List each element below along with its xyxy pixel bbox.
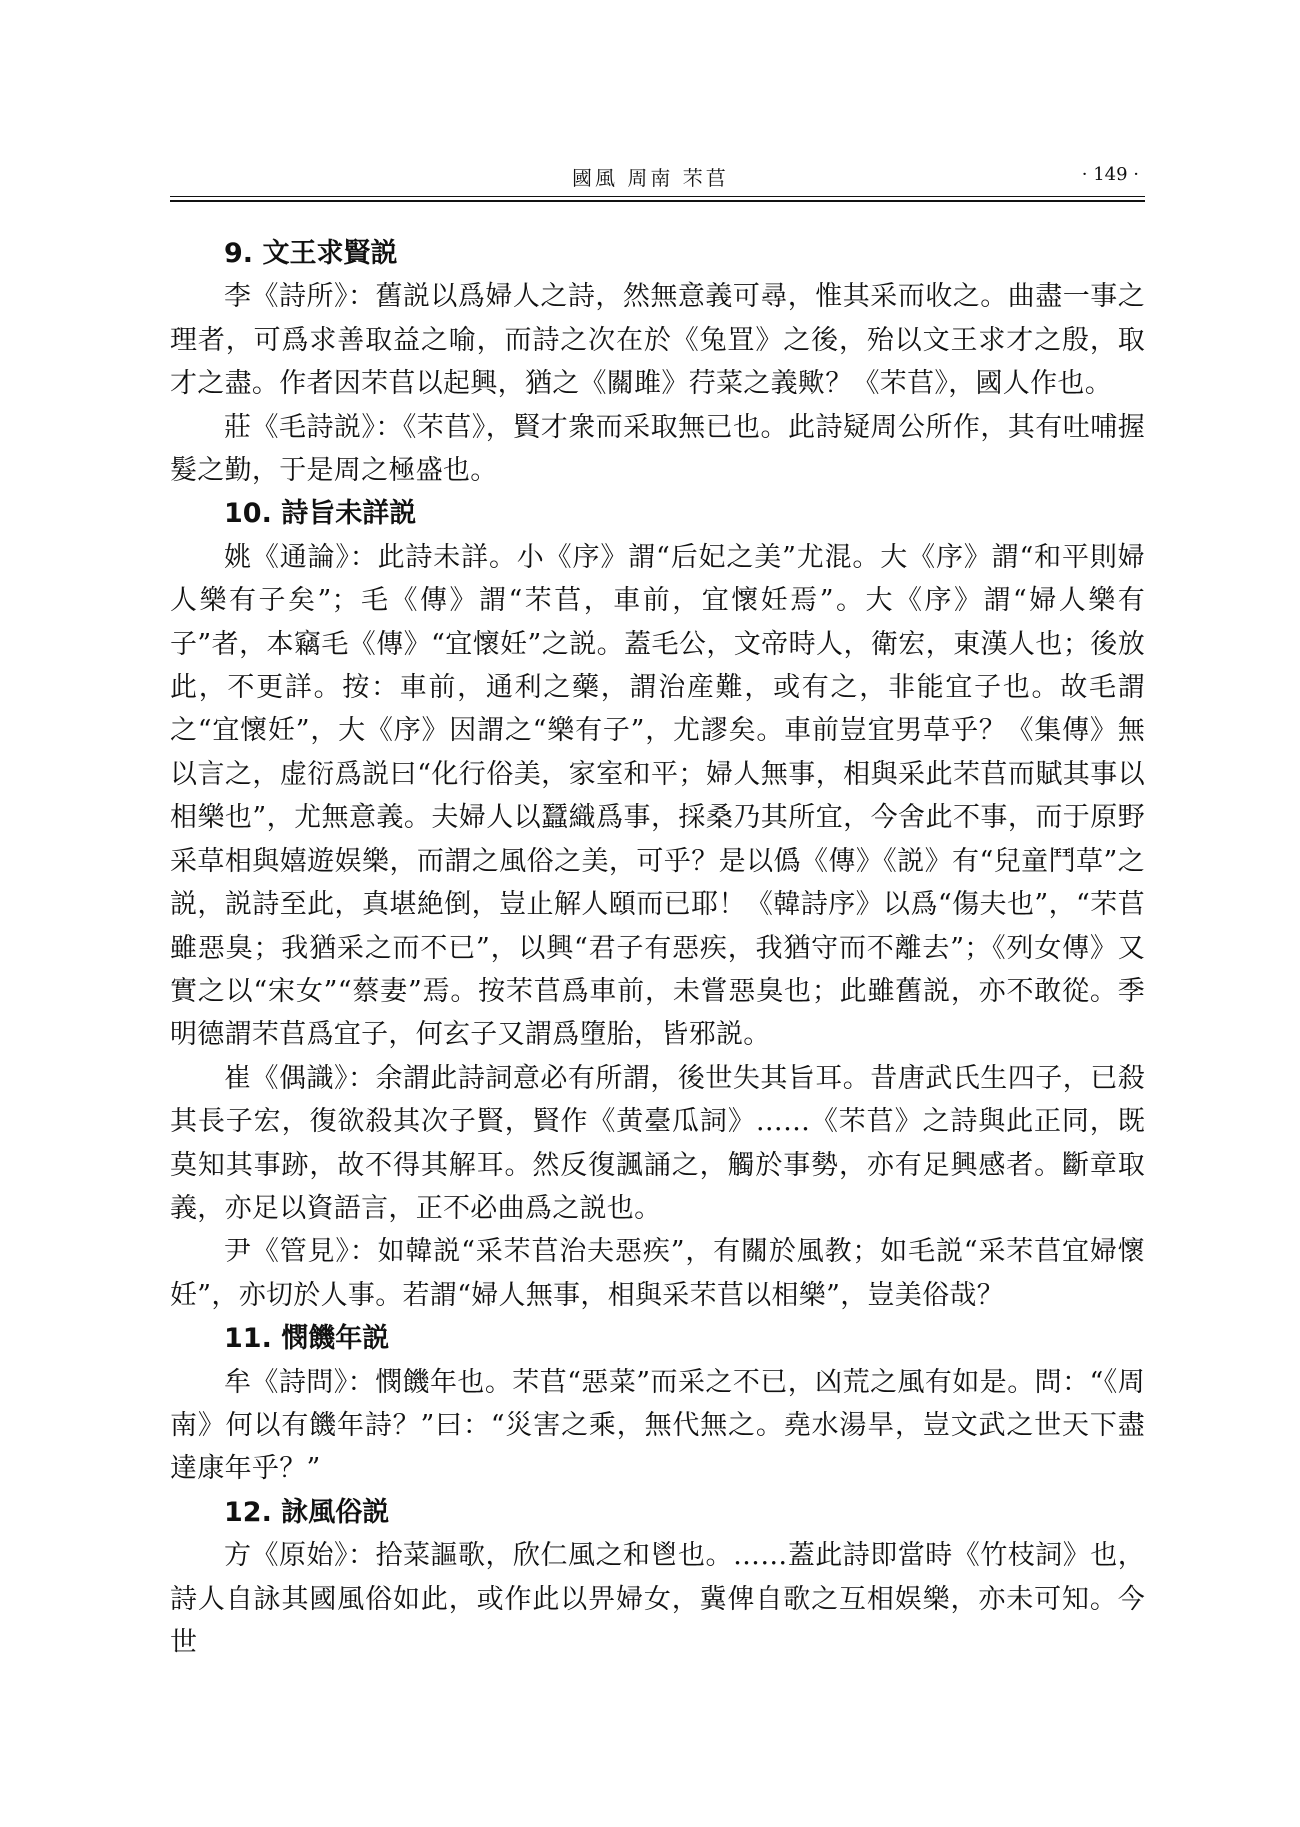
header-rule-thick (170, 200, 1145, 202)
paragraph-yao-tonglun: 姚《通論》：此詩未詳。小《序》謂“后妃之美”尤混。大《序》謂“和平則婦人樂有子矣”；毛《傳》謂“芣苢，車前，宜懷妊焉”。大《序》謂“婦人樂有子”者，本竊毛《傳》“宜懷妊”之説。蓋毛公，文帝時人，衛宏，東漢人也；後放此，不更詳。按：車前，通利之藥，謂治産難，或有之，非能宜子也。故毛謂之“宜懷妊”，大《序》因謂之“樂有子”，尤謬矣。車前豈宜男草乎？《集傳》無以言之，虚衍爲説曰“化行俗美，家室和平；婦人無事，相與采此芣苢而賦其事以相樂也”，尤無意義。夫婦人以蠶織爲事，採桑乃其所宜，今舍此不事，而于原野采草相與嬉遊娱樂，而謂之風俗之美，可乎？是以僞《傳》《説》有“兒童鬥草”之説，説詩至此，真堪絶倒，豈止解人頤而已耶！《韓詩序》以爲“傷夫也”，“芣苢雖惡臭；我猶采之而不已”，以興“君子有惡疾，我猶守而不離去”；《列女傳》又實之以“宋女”“蔡妻”焉。按芣苢爲車前，未嘗惡臭也；此雖舊説，亦不敢從。季明德謂芣苢爲宜子，何玄子又謂爲墮胎，皆邪説。 (170, 541, 1145, 1051)
paragraph-fang-yuanshi: 方《原始》：拾菜謳歌，欣仁風之和鬯也。……蓋此詩即當時《竹枝詞》也，詩人自詠其國風俗如此，或作此以畀婦女，冀俾自歌之互相娱樂，亦未可知。今世 (170, 1540, 1145, 1658)
paragraph-mou-shiwen: 牟《詩問》：憫饑年也。芣苢“惡菜”而采之不已，凶荒之風有如是。問：“《周南》何以有饑年詩？”曰：“災害之乘，無代無之。堯水湯旱，豈文武之世天下盡達康年乎？” (170, 1366, 1145, 1485)
section-heading-9: 9. 文王求賢説 (224, 238, 398, 269)
paragraph-li-shisuo: 李《詩所》：舊説以爲婦人之詩，然無意義可尋，惟其采而收之。曲盡一事之理者，可爲求善取益之喻，而詩之次在於《兔罝》之後，殆以文王求才之殷，取才之盡。作者因芣苢以起興，猶之《關雎》荇菜之義歟？《芣苢》，國人作也。 (170, 281, 1145, 400)
running-header (170, 155, 1145, 201)
paragraph-yin-guanjian: 尹《管見》：如韓説“采芣苢治夫惡疾”，有關於風教；如毛説“采芣苢宜婦懷妊”，亦切於人事。若謂“婦人無事，相與采芣苢以相樂”，豈美俗哉？ (170, 1236, 1145, 1311)
page-body (170, 232, 1145, 1664)
section-heading-12: 12. 詠風俗説 (224, 1496, 390, 1528)
header-rule-thin (170, 196, 1145, 197)
paragraph-cui-oushi: 崔《偶識》：余謂此詩詞意必有所謂，後世失其旨耳。昔唐武氏生四子，已殺其長子宏，復欲殺其次子賢，賢作《黄臺瓜詞》……《芣苢》之詩與此正同，既莫知其事跡，故不得其解耳。然反復諷誦之，觸於事勢，亦有足興感者。斷章取義，亦足以資語言，正不必曲爲之説也。 (170, 1062, 1145, 1224)
paragraph-zhuang-maoshishuo: 莊《毛詩説》：《芣苢》，賢才衆而采取無已也。此詩疑周公所作，其有吐哺握髮之勤，于是周之極盛也。 (170, 411, 1145, 487)
section-heading-11: 11. 憫饑年説 (224, 1323, 390, 1355)
running-head-title: 國風 周南 芣苢 (572, 166, 729, 190)
section-heading-10: 10. 詩旨未詳説 (224, 498, 417, 530)
page-number: · 149 · (1081, 164, 1139, 185)
